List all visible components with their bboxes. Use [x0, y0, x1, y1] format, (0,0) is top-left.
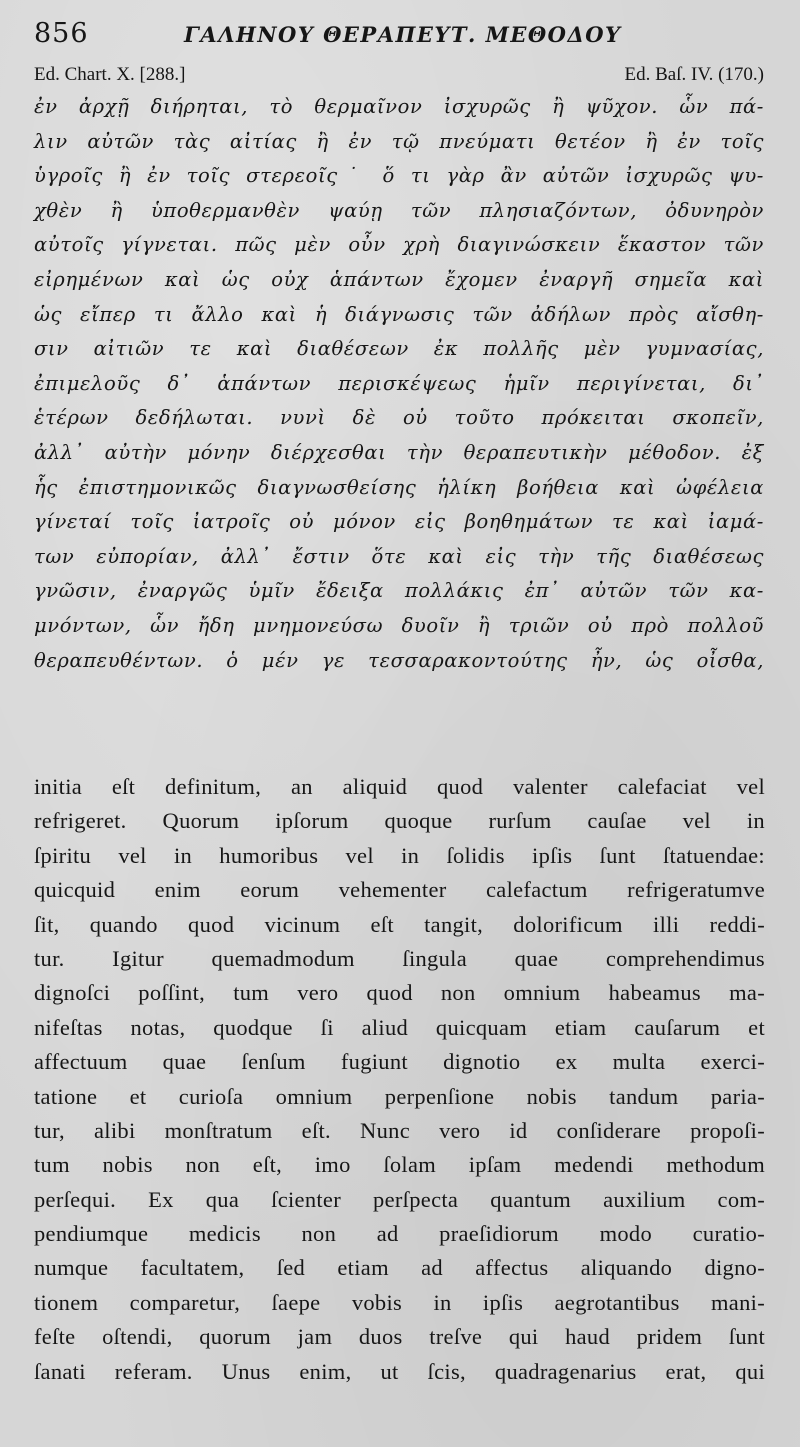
running-title: ΓΑΛΗΝΟΥ ΘΕΡΑΠΕΥΤ. ΜΕΘΟΔΟΥ: [184, 22, 622, 47]
page-header: [34, 14, 764, 58]
edition-references: [34, 64, 764, 90]
greek-line: λιν αὐτῶν τὰς αἰτίας ἢ ἐν τῷ πνεύματι θετέον ἢ ἐν τοῖς: [34, 129, 764, 153]
greek-line: γίνεταί τοῖς ἰατροῖς οὐ μόνον εἰς βοηθημάτων τε καὶ ἰαμά-: [34, 510, 764, 534]
latin-line: dignoſci poſſint, tum vero quod non omnium habeamus ma-: [34, 980, 765, 1006]
greek-line: ἐν ἀρχῇ διήρηται, τὸ θερμαῖνον ἰσχυρῶς ἢ ψῦχον. ὧν πά-: [34, 95, 764, 118]
greek-line: θεραπευθέντων. ὁ μέν γε τεσσαρακοντούτης ἦν, ὡς οἶσθα,: [34, 648, 764, 672]
latin-text-block: [34, 770, 765, 1389]
edition-basel-ref: Ed. Baſ. IV. (170.): [624, 64, 764, 85]
greek-line: χθὲν ἢ ὑποθερμανθὲν ψαύῃ τῶν πλησιαζόντων, ὀδυνηρὸν: [34, 198, 764, 222]
greek-line: μνόντων, ὧν ἤδη μνημονεύσω δυοῖν ἢ τριῶν οὐ πρὸ πολλοῦ: [34, 613, 764, 637]
latin-line: tionem comparetur, ſaepe vobis in ipſis aegrotantibus mani-: [34, 1289, 765, 1315]
greek-line: ἑτέρων δεδήλωται. νυνὶ δὲ οὐ τοῦτο πρόκειται σκοπεῖν,: [34, 406, 764, 430]
latin-line: initia eſt definitum, an aliquid quod valenter calefaciat vel: [34, 774, 765, 799]
latin-line: quicquid enim eorum vehementer calefactum refrigeratumve: [34, 877, 765, 903]
greek-line: των εὐπορίαν, ἀλλ᾽ ἔστιν ὅτε καὶ εἰς τὴν τῆς διαθέσεως: [34, 544, 764, 568]
latin-line: tatione et curioſa omnium perpenſione nobis tandum paria-: [34, 1083, 765, 1109]
edition-chartier-ref: Ed. Chart. X. [288.]: [34, 64, 186, 85]
greek-line: ὡς εἴπερ τι ἄλλο καὶ ἡ διάγνωσις τῶν ἀδήλων πρὸς αἴσθη-: [34, 302, 764, 326]
greek-line: ἐπιμελοῦς δ᾽ ἁπάντων περισκέψεως ἡμῖν περιγίνεται, δι᾽: [34, 371, 764, 395]
latin-line: tur, alibi monſtratum eſt. Nunc vero id conſiderare propoſi-: [34, 1117, 765, 1143]
greek-line: αὐτοῖς γίγνεται. πῶς μὲν οὖν χρὴ διαγινώσκειν ἕκαστον τῶν: [34, 233, 764, 257]
greek-line: γνῶσιν, ἐναργῶς ὑμῖν ἔδειξα πολλάκις ἐπ᾽ αὐτῶν τῶν κα-: [34, 579, 764, 603]
greek-line: ἧς ἐπιστημονικῶς διαγνωσθείσης ἡλίκη βοήθεια καὶ ὠφέλεια: [34, 475, 764, 499]
latin-line: ſit, quando quod vicinum eſt tangit, dolorificum illi reddi-: [34, 911, 765, 937]
latin-line: tur. Igitur quemadmodum ſingula quae comprehendimus: [34, 945, 765, 971]
greek-line: ἀλλ᾽ αὐτὴν μόνην διέρχεσθαι τὴν θεραπευτικὴν μέθοδον. ἐξ: [34, 440, 764, 464]
latin-line: pendiumque medicis non ad praeſidiorum modo curatio-: [34, 1221, 765, 1247]
latin-line: ſanati referam. Unus enim, ut ſcis, quadragenarius erat, qui: [34, 1358, 765, 1384]
greek-line: σιν αἰτιῶν τε καὶ διαθέσεων ἐκ πολλῆς μὲν γυμνασίας,: [34, 337, 764, 361]
greek-text-block: [34, 90, 764, 678]
latin-line: nifeſtas notas, quodque ſi aliud quicquam etiam cauſarum et: [34, 1014, 765, 1040]
latin-line: numque facultatem, ſed etiam ad affectus aliquando digno-: [34, 1255, 765, 1281]
latin-line: perſequi. Ex qua ſcienter perſpecta quantum auxilium com-: [34, 1186, 765, 1212]
latin-line: ſpiritu vel in humoribus vel in ſolidis ipſis ſunt ſtatuendae:: [34, 842, 765, 868]
latin-line: affectuum quae ſenſum fugiunt dignotio ex multa exerci-: [34, 1049, 765, 1075]
latin-line: feſte oſtendi, quorum jam duos treſve qui haud pridem ſunt: [34, 1324, 765, 1350]
greek-line: ὑγροῖς ἢ ἐν τοῖς στερεοῖς˙ ὅ τι γὰρ ἂν αὐτῶν ἰσχυρῶς ψυ-: [34, 164, 764, 188]
page-number: 856: [34, 18, 89, 49]
greek-line: εἰρημένων καὶ ὡς οὐχ ἁπάντων ἔχομεν ἐναργῆ σημεῖα καὶ: [34, 267, 764, 291]
latin-line: tum nobis non eſt, imo ſolam ipſam medendi methodum: [34, 1152, 765, 1178]
latin-line: refrigeret. Quorum ipſorum quoque rurſum cauſae vel in: [34, 808, 765, 834]
